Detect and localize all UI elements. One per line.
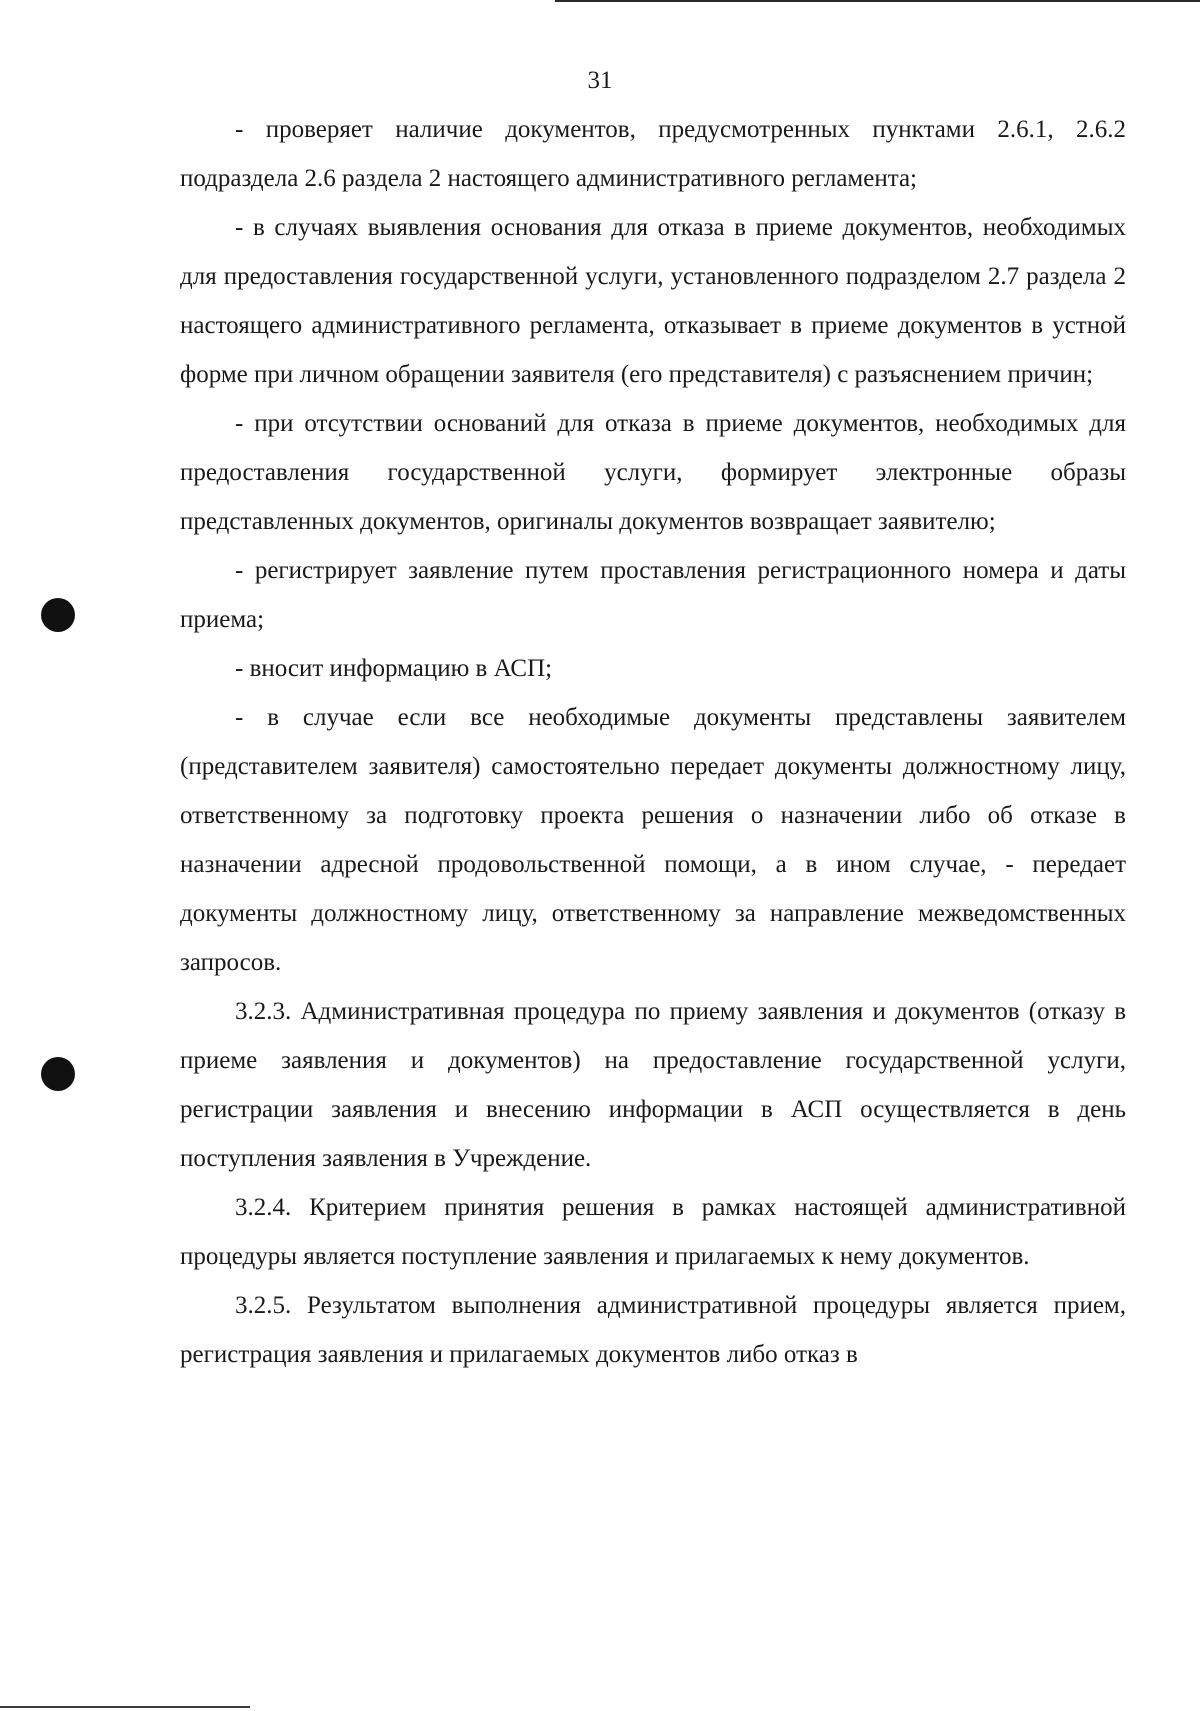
paragraph-register-application: - регистрирует заявление путем проставления регистрационного номера и даты приема; bbox=[180, 557, 1126, 633]
paragraph-refusal-grounds: - в случаях выявления основания для отказа в приеме документов, необходимых для предоставления государственной услуги, установленного подразделом 2.7 раздела 2 настоящего административного регламента, отказывает в приеме документов в устной форме при личном обращении заявителя (его представителя) с разъяснением причин; bbox=[180, 214, 1126, 388]
punch-hole-top bbox=[41, 598, 75, 632]
paragraph-3-2-5: 3.2.5. Результатом выполнения административной процедуры является прием, регистрация заявления и прилагаемых документов либо отказ в bbox=[180, 1292, 1126, 1368]
punch-hole-bottom bbox=[41, 1057, 75, 1091]
paragraph-3-2-4: 3.2.4. Критерием принятия решения в рамках настоящей административной процедуры является поступление заявления и прилагаемых к нему документов. bbox=[180, 1194, 1126, 1270]
page-number: 31 bbox=[587, 67, 613, 94]
scan-edge-top bbox=[555, 0, 1200, 2]
paragraph-enter-asp: - вносит информацию в АСП; bbox=[235, 655, 553, 682]
scan-edge-bottom bbox=[0, 1706, 250, 1708]
paragraph-check-documents: - проверяет наличие документов, предусмотренных пунктами 2.6.1, 2.6.2 подраздела 2.6 раздела 2 настоящего административного регламента; bbox=[180, 116, 1126, 192]
document-body bbox=[180, 105, 1126, 1379]
paragraph-3-2-3: 3.2.3. Административная процедура по приему заявления и документов (отказу в приеме заявления и документов) на предоставление государственной услуги, регистрации заявления и внесению информации в АСП осуществляется в день поступления заявления в Учреждение. bbox=[180, 998, 1126, 1172]
paragraph-transfer-documents: - в случае если все необходимые документы представлены заявителем (представителем заявителя) самостоятельно передает документы должностному лицу, ответственному за подготовку проекта решения о назначении либо об отказе в назначении адресной продовольственной помощи, а в ином случае, - передает документы должностному лицу, ответственному за направление межведомственных запросов. bbox=[180, 704, 1126, 976]
paragraph-no-refusal-grounds: - при отсутствии оснований для отказа в приеме документов, необходимых для предоставления государственной услуги, формирует электронные образы представленных документов, оригиналы документов возвращает заявителю; bbox=[180, 410, 1126, 535]
